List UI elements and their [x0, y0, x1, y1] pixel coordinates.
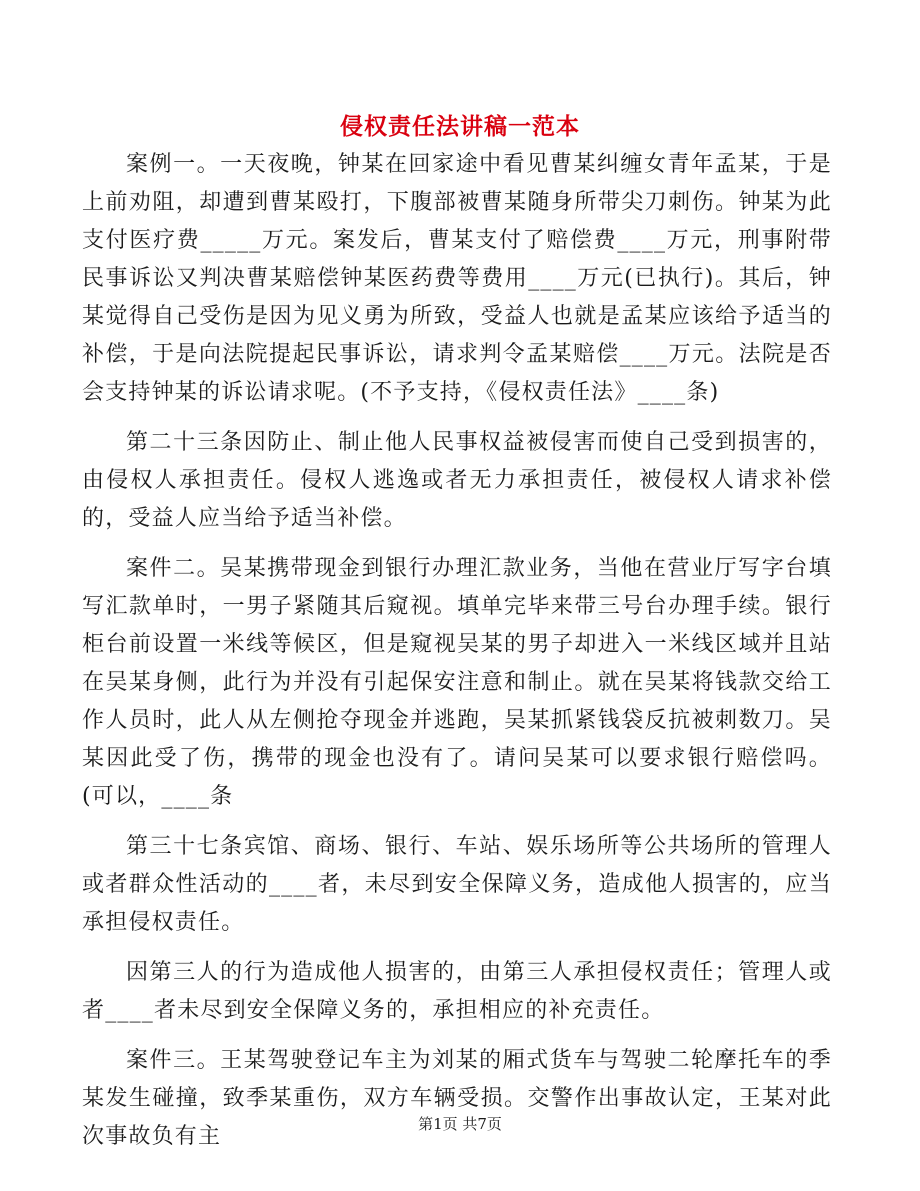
document-body: [82, 146, 832, 1168]
paragraph-case-one: 案例一。一天夜晚，钟某在回家途中看见曹某纠缠女青年孟某，于是上前劝阻，却遭到曹某殴打，下腹部被曹某随身所带尖刀刺伤。钟某为此支付医疗费_____万元。案发后，曹某支付了赔偿费____万元，刑事附带民事诉讼又判决曹某赔偿钟某医药费等费用____万元(已执行)。其后，钟某觉得自己受伤是因为见义勇为所致，受益人也就是孟某应该给予适当的补偿，于是向法院提起民事诉讼，请求判令孟某赔偿____万元。法院是否会支持钟某的诉讼请求呢。(不予支持，《侵权责任法》____条): [82, 152, 832, 405]
paragraph-case-three: 案件三。王某驾驶登记车主为刘某的厢式货车与驾驶二轮摩托车的季某发生碰撞，致季某重伤，双方车辆受损。交警作出事故认定，王某对此次事故负有主: [82, 1048, 832, 1149]
page-number: 第1页 共7页: [418, 1115, 502, 1133]
paragraph-third-party: 因第三人的行为造成他人损害的，由第三人承担侵权责任；管理人或者____者未尽到安全保障义务的，承担相应的补充责任。: [82, 960, 832, 1023]
document-title: 侵权责任法讲稿一范本: [340, 113, 580, 140]
paragraph-article-23: 第二十三条因防止、制止他人民事权益被侵害而使自己受到损害的，由侵权人承担责任。侵权人逃逸或者无力承担责任，被侵权人请求补偿的，受益人应当给予适当补偿。: [82, 430, 832, 531]
paragraph-case-two: 案件二。吴某携带现金到银行办理汇款业务，当他在营业厅写字台填写汇款单时，一男子紧随其后窥视。填单完毕来带三号台办理手续。银行柜台前设置一米线等候区，但是窥视吴某的男子却进入一米线区域并且站在吴某身侧，此行为并没有引起保安注意和制止。就在吴某将钱款交给工作人员时，此人从左侧抢夺现金并逃跑，吴某抓紧钱袋反抗被刺数刀。吴某因此受了伤，携带的现金也没有了。请问吴某可以要求银行赔偿吗。(可以，____条: [82, 556, 832, 809]
paragraph-article-37: 第三十七条宾馆、商场、银行、车站、娱乐场所等公共场所的管理人或者群众性活动的____者，未尽到安全保障义务，造成他人损害的，应当承担侵权责任。: [82, 834, 832, 935]
